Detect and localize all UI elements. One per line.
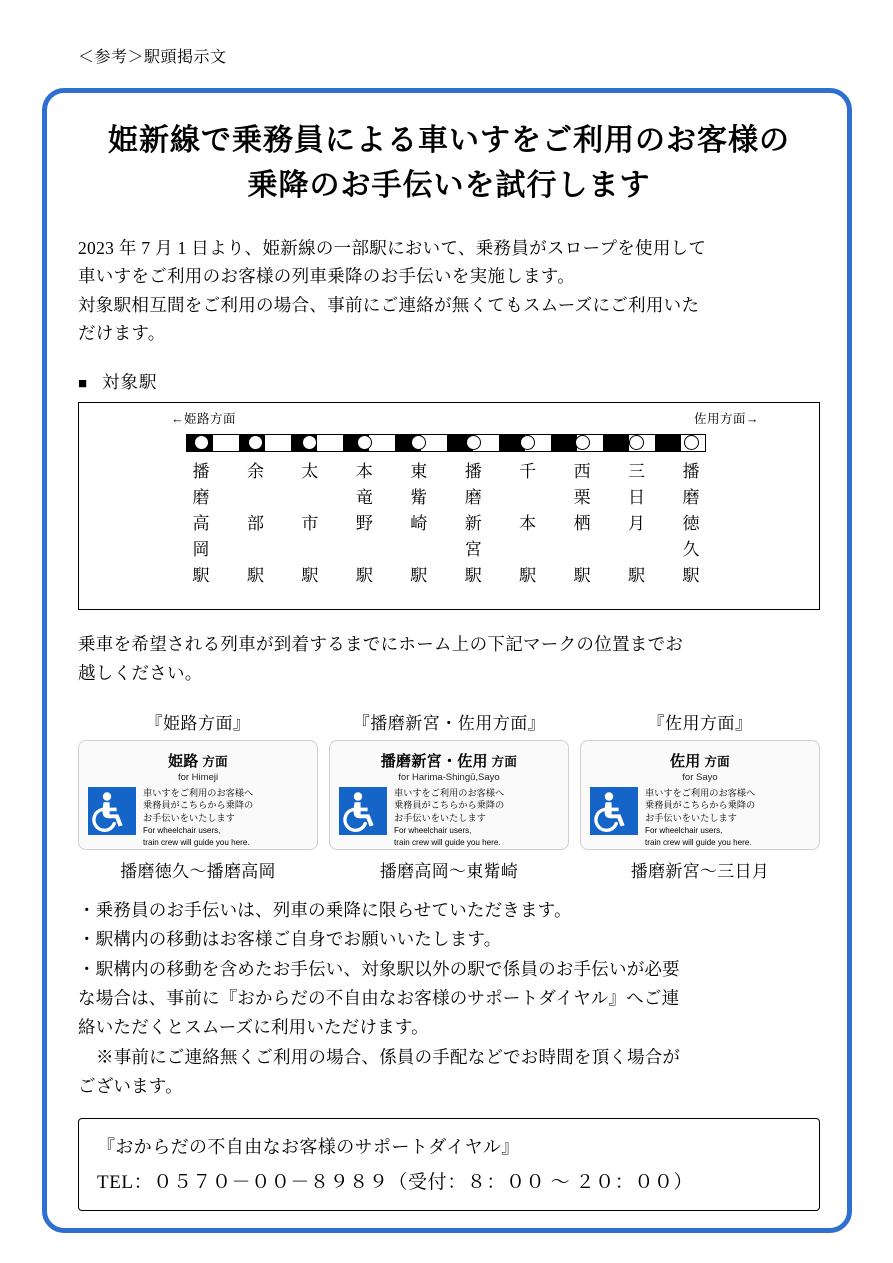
instruction-paragraph: [78, 630, 820, 687]
station-name-char: 播: [682, 462, 700, 482]
station-name-char: 新: [464, 514, 482, 534]
station-name-char: [567, 537, 597, 563]
station-name-char: 栗: [573, 488, 591, 508]
note-line: 絡いただくとスムーズに利用いただけます。: [78, 1017, 429, 1038]
sign-heading: 『姫路方面』: [145, 714, 251, 734]
lead-line-1: 2023 年 7 月 1 日より、姫新線の一部駅において、乗務員がスロープを使用して: [78, 238, 707, 258]
sign-text-en: train crew will guide you here.: [394, 838, 501, 848]
station-name-char: 栖: [573, 514, 591, 534]
station-name: [458, 459, 488, 589]
station-name: [567, 459, 597, 589]
station-name-char: 部: [246, 514, 264, 534]
wheelchair-icon: [88, 787, 136, 835]
lead-line-4: だけます。: [78, 323, 166, 344]
sign-title-english: for Himeji: [177, 772, 219, 784]
direction-label-left: ←姫路方面: [171, 412, 237, 427]
section-heading-target-stations: [78, 369, 820, 394]
station-name-char: 太: [301, 462, 319, 482]
station-name-char: 駅: [573, 566, 591, 586]
support-dial-box: [78, 1118, 820, 1211]
note-line: ・駅構内の移動はお客様ご自身でお願いいたします。: [78, 929, 502, 950]
station-name-char: [349, 537, 379, 563]
sign-caption: 播磨高岡～東觜崎: [379, 862, 519, 882]
station-name-char: 駅: [192, 566, 210, 586]
station-name-char: 駅: [519, 566, 537, 586]
note-line: な場合は、事前に『おからだの不自由なお客様のサポートダイヤル』へご連: [78, 988, 680, 1009]
station-name-char: [513, 485, 543, 511]
station-name: [295, 459, 325, 589]
station-name-char: 磨: [682, 488, 700, 508]
station-name-char: [404, 537, 434, 563]
station-name-char: 三: [628, 462, 646, 482]
sign-title: [79, 750, 317, 771]
sign-text-ja: 乗務員がこちらから乗降の: [645, 800, 756, 811]
sign-title-destination: 姫路: [168, 753, 199, 771]
sign-body: [590, 787, 811, 849]
station-name: [622, 459, 652, 589]
support-dial-title: 『おからだの不自由なお客様のサポートダイヤル』: [97, 1137, 520, 1158]
sign-text-en: For wheelchair users,: [394, 825, 472, 835]
sign-heading: 『播磨新宮・佐用方面』: [352, 714, 546, 734]
station-name-char: 駅: [628, 566, 646, 586]
station-stop-marker: [684, 435, 699, 450]
station-name-char: 駅: [301, 566, 319, 586]
wheelchair-icon: [590, 787, 638, 835]
station-name-char: 市: [301, 514, 319, 534]
sign-body: [339, 787, 560, 849]
sign-text-en: train crew will guide you here.: [645, 838, 752, 848]
sign-cards-row: [78, 740, 820, 850]
station-name-char: [240, 485, 270, 511]
title-line-2: 乗降のお手伝いを試行します: [247, 169, 651, 202]
station-name-char: 宮: [464, 540, 482, 560]
station-name-char: 余: [246, 462, 264, 482]
station-name: [349, 459, 379, 589]
sign-title-destination: 佐用: [670, 753, 701, 771]
sign-caption: 播磨徳久～播磨高岡: [120, 862, 276, 882]
station-name-char: 月: [628, 514, 646, 534]
note-line: ・乗務員のお手伝いは、列車の乗降に限らせていただきます。: [78, 900, 572, 921]
station-name-char: 西: [573, 462, 591, 482]
station-stop-marker: [575, 435, 590, 450]
station-name: [513, 459, 543, 589]
sign-title-english: for Sayo: [682, 772, 718, 784]
station-name-char: 岡: [192, 540, 210, 560]
direction-label-right: 佐用方面→: [693, 412, 759, 427]
station-name-char: 觜: [410, 488, 428, 508]
station-name-char: 駅: [410, 566, 428, 586]
station-name-char: 日: [628, 488, 646, 508]
sign-text-ja: お手伝いをいたします: [645, 812, 737, 823]
sign-text-block: [645, 787, 755, 849]
sign-title-destination: 播磨新宮・佐用: [380, 753, 488, 771]
station-name-char: 駅: [464, 566, 482, 586]
sign-title-english: for Harima-Shingū,Sayo: [398, 772, 500, 784]
sign-text-en: For wheelchair users,: [143, 825, 221, 835]
station-name-char: 竜: [355, 488, 373, 508]
sign-title-suffix: 方面: [487, 755, 518, 770]
station-map: [78, 402, 820, 610]
sign-text-ja: 車いすをご利用のお客様へ: [394, 788, 505, 799]
note-line: ございます。: [78, 1076, 183, 1097]
sign-text-ja: お手伝いをいたします: [143, 812, 235, 823]
wheelchair-icon: [339, 787, 387, 835]
station-name: [404, 459, 434, 589]
platform-sign-card: [580, 740, 820, 850]
station-name-char: 播: [192, 462, 210, 482]
sign-text-ja: 車いすをご利用のお客様へ: [143, 788, 254, 799]
station-name-char: 駅: [682, 566, 700, 586]
station-name-char: 駅: [246, 566, 264, 586]
lead-line-3: 対象駅相互間をご利用の場合、事前にご連絡が無くてもスムーズにご利用いた: [78, 294, 700, 315]
page-title: [78, 118, 820, 208]
station-name-char: 野: [355, 514, 373, 534]
instruction-line-2: 越しください。: [78, 662, 203, 683]
poster-content: [78, 118, 820, 1211]
station-name-char: 駅: [355, 566, 373, 586]
sign-text-ja: お手伝いをいたします: [394, 812, 486, 823]
sign-body: [88, 787, 309, 849]
sign-text-en: train crew will guide you here.: [143, 838, 250, 848]
station-name-char: 崎: [410, 514, 428, 534]
station-name: [240, 459, 270, 589]
station-name-columns: [186, 459, 706, 599]
lead-line-2: 車いすをご利用のお客様の列車乗降のお手伝いを実施します。: [78, 266, 575, 287]
station-name-char: [513, 537, 543, 563]
sign-title: [330, 750, 568, 771]
station-name-char: [622, 537, 652, 563]
sign-text-ja: 車いすをご利用のお客様へ: [645, 788, 756, 799]
sign-title-suffix: 方面: [198, 755, 228, 770]
reference-note: ＜参考＞駅頭掲示文: [78, 49, 227, 66]
station-name-char: 徳: [682, 514, 700, 534]
sign-heading: 『佐用方面』: [647, 714, 753, 734]
lead-paragraph: [78, 234, 820, 347]
note-line: ・駅構内の移動を含めたお手伝い、対象駅以外の駅で係員のお手伝いが必要: [78, 958, 680, 979]
platform-sign-card: [329, 740, 569, 850]
sign-headings-row: [78, 709, 820, 734]
station-name: [676, 459, 706, 589]
platform-sign-card: [78, 740, 318, 850]
station-name-char: 久: [682, 540, 700, 560]
sign-text-block: [394, 787, 504, 849]
station-name-char: [240, 537, 270, 563]
sign-text-block: [143, 787, 253, 849]
sign-caption: 播磨新宮～三日月: [630, 862, 770, 882]
support-dial-number: TEL：０５７０－００－８９８９（受付：８：００ ～ ２０：００）: [97, 1172, 694, 1194]
station-name-char: 播: [464, 462, 482, 482]
title-line-1: 姫新線で乗務員による車いすをご利用のお客様の: [108, 124, 790, 157]
notes-list: [78, 896, 820, 1100]
station-name-char: 高: [192, 514, 210, 534]
sign-text-en: For wheelchair users,: [645, 825, 723, 835]
station-name-char: [295, 485, 325, 511]
station-name-char: 磨: [192, 488, 210, 508]
instruction-line-1: 乗車を希望される列車が到着するまでにホーム上の下記マークの位置までお: [78, 634, 684, 655]
station-name-char: 千: [519, 462, 537, 482]
note-line: ※事前にご連絡無くご利用の場合、係員の手配などでお時間を頂く場合が: [96, 1046, 681, 1067]
square-bullet-icon: ■: [78, 376, 89, 393]
station-name-char: 本: [519, 514, 537, 534]
rail-line-bar: [186, 434, 706, 452]
station-name-char: 磨: [464, 488, 482, 508]
sign-captions-row: [78, 857, 820, 882]
sign-text-ja: 乗務員がこちらから乗降の: [394, 800, 505, 811]
station-name-char: 東: [410, 462, 428, 482]
station-name: [186, 459, 216, 589]
station-stop-marker: [194, 435, 209, 450]
station-name-char: 本: [355, 462, 373, 482]
sign-title: [581, 750, 819, 771]
rail-line: [186, 434, 706, 452]
section-heading-label: 対象駅: [102, 372, 158, 393]
sign-text-ja: 乗務員がこちらから乗降の: [143, 800, 254, 811]
sign-title-suffix: 方面: [700, 755, 730, 770]
station-name-char: [295, 537, 325, 563]
